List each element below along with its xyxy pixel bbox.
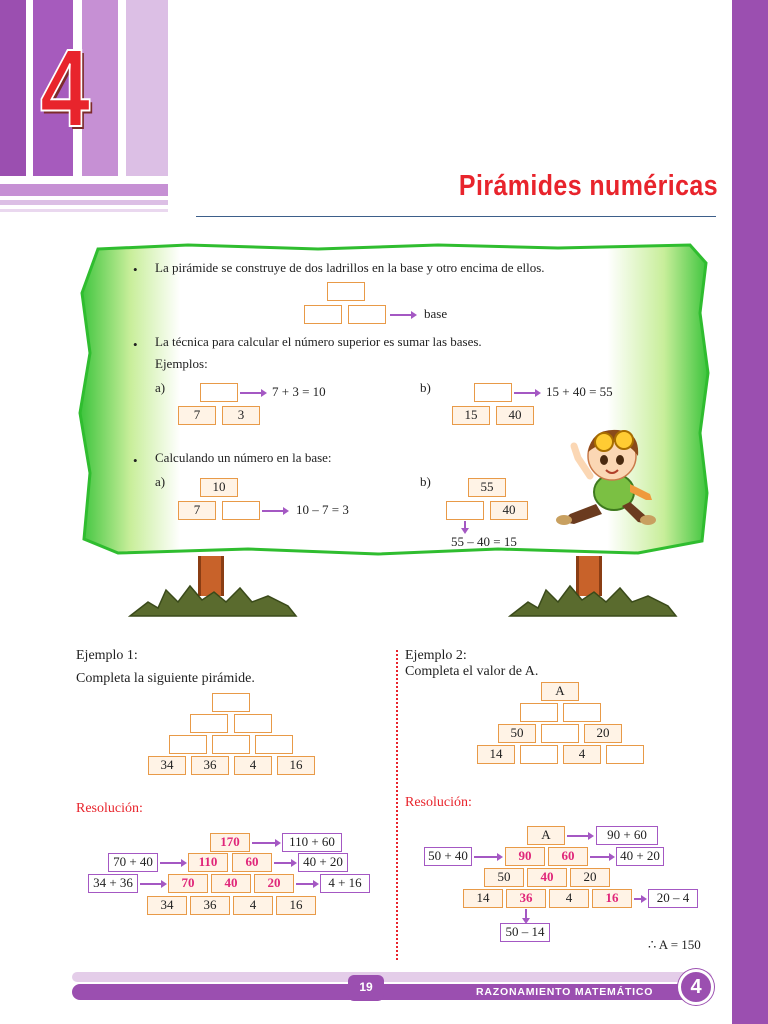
ex1-brick-r3-1 bbox=[169, 735, 207, 754]
ex2-arrow-right2 bbox=[590, 856, 612, 858]
ex1-res-r2-1: 110 bbox=[188, 853, 228, 872]
ex2-res-r2-1: 90 bbox=[505, 847, 545, 866]
ex2-arrow-left2 bbox=[474, 856, 500, 858]
ex1-arrow-right3 bbox=[296, 883, 316, 885]
page-number: 19 bbox=[348, 975, 384, 1001]
ex1-op-left3: 34 + 36 bbox=[88, 874, 138, 893]
bullet-2-marker: • bbox=[133, 337, 138, 352]
example-2-resolution-label: Resolución: bbox=[405, 795, 472, 810]
ex1-arrow-left3 bbox=[140, 883, 164, 885]
ex1-op-right3: 4 + 16 bbox=[320, 874, 370, 893]
example-b-label: b) bbox=[420, 380, 431, 395]
title-underline bbox=[196, 216, 716, 217]
ex2-answer: ∴ A = 150 bbox=[648, 937, 701, 952]
calc-a-base-left: 7 bbox=[178, 501, 216, 520]
ex1-base-3: 4 bbox=[234, 756, 272, 775]
brick-top-empty bbox=[327, 282, 365, 301]
ex1-op-top: 110 + 60 bbox=[282, 833, 342, 852]
example-b-base-right: 40 bbox=[496, 406, 534, 425]
ex2-r3-3: 20 bbox=[584, 724, 622, 743]
ex2-arrow-right4 bbox=[634, 898, 644, 900]
ex2-res-r2-2: 60 bbox=[548, 847, 588, 866]
ex1-res-r3-3: 20 bbox=[254, 874, 294, 893]
example-2-title: Ejemplo 2: bbox=[405, 648, 467, 663]
ex1-res-base-4: 16 bbox=[276, 896, 316, 915]
footer-band-light bbox=[72, 972, 712, 982]
ex1-brick-r1 bbox=[212, 693, 250, 712]
ex2-res-base-1: 14 bbox=[463, 889, 503, 908]
ex2-res-top: A bbox=[527, 826, 565, 845]
base-label: base bbox=[424, 306, 448, 321]
calc-a-arrow bbox=[262, 510, 286, 512]
ex2-op-top: 90 + 60 bbox=[596, 826, 658, 845]
example-b-top-brick bbox=[474, 383, 512, 402]
brick-base-right-empty bbox=[348, 305, 386, 324]
example-b-result: 15 + 40 = 55 bbox=[546, 384, 613, 399]
ex1-base-1: 34 bbox=[148, 756, 186, 775]
ex1-op-left2: 70 + 40 bbox=[108, 853, 158, 872]
bullet-1-text: La pirámide se construye de dos ladrillos en la base y otro encima de ellos. bbox=[155, 260, 545, 275]
ex2-brick-r2-1 bbox=[520, 703, 558, 722]
ex2-res-base-4: 16 bbox=[592, 889, 632, 908]
bullet-2-text: La técnica para calcular el número superior es sumar las bases. bbox=[155, 334, 482, 349]
ex1-res-top: 170 bbox=[210, 833, 250, 852]
ex1-op-right2: 40 + 20 bbox=[298, 853, 348, 872]
ex2-base-4 bbox=[606, 745, 644, 764]
chapter-number: 4 bbox=[40, 27, 91, 150]
grass-left bbox=[128, 572, 298, 622]
ex1-brick-r2-2 bbox=[234, 714, 272, 733]
ex2-res-r3-3: 20 bbox=[570, 868, 610, 887]
cartoon-boy-illustration bbox=[552, 418, 664, 530]
footer-subject: RAZONAMIENTO MATEMÁTICO bbox=[476, 986, 654, 998]
ex2-base-2 bbox=[520, 745, 558, 764]
calc-b-label: b) bbox=[420, 474, 431, 489]
example-b-base-left: 15 bbox=[452, 406, 490, 425]
ex1-arrow-right2 bbox=[274, 862, 294, 864]
ex1-res-base-1: 34 bbox=[147, 896, 187, 915]
brick-base-left-empty bbox=[304, 305, 342, 324]
page-title: Pirámides numéricas bbox=[458, 170, 718, 202]
example-1-instruction: Completa la siguiente pirámide. bbox=[76, 671, 255, 686]
example-a-arrow bbox=[240, 392, 264, 394]
calc-b-top-brick: 55 bbox=[468, 478, 506, 497]
ex2-res-r3-1: 50 bbox=[484, 868, 524, 887]
ex1-res-r2-2: 60 bbox=[232, 853, 272, 872]
ex2-base-1: 14 bbox=[477, 745, 515, 764]
ex1-base-4: 16 bbox=[277, 756, 315, 775]
examples-label: Ejemplos: bbox=[155, 356, 208, 371]
calc-b-result: 55 – 40 = 15 bbox=[451, 534, 517, 549]
example-b-arrow bbox=[514, 392, 538, 394]
calc-b-base-right: 40 bbox=[490, 501, 528, 520]
ex1-arrow-top bbox=[252, 842, 278, 844]
example-a-base-right: 3 bbox=[222, 406, 260, 425]
example-2-instruction: Completa el valor de A. bbox=[405, 664, 539, 679]
ex1-arrow-left2 bbox=[160, 862, 184, 864]
ex1-brick-r2-1 bbox=[190, 714, 228, 733]
ex1-base-2: 36 bbox=[191, 756, 229, 775]
ex1-res-r3-2: 40 bbox=[211, 874, 251, 893]
ex2-arrow-down bbox=[525, 909, 527, 921]
calc-a-base-right-empty bbox=[222, 501, 260, 520]
ex2-brick-r2-2 bbox=[563, 703, 601, 722]
calc-a-top-brick: 10 bbox=[200, 478, 238, 497]
right-margin-bar bbox=[732, 0, 768, 1024]
example-a-result: 7 + 3 = 10 bbox=[272, 384, 326, 399]
example-a-label: a) bbox=[155, 380, 166, 395]
ex2-op-left2: 50 + 40 bbox=[424, 847, 472, 866]
bullet-1-marker: • bbox=[133, 262, 138, 277]
ex2-res-r3-2: 40 bbox=[527, 868, 567, 887]
ex2-r3-2 bbox=[541, 724, 579, 743]
grass-right bbox=[508, 572, 678, 622]
ex2-res-base-3: 4 bbox=[549, 889, 589, 908]
ex2-r3-1: 50 bbox=[498, 724, 536, 743]
ex2-op-below: 50 – 14 bbox=[500, 923, 550, 942]
ex1-res-base-2: 36 bbox=[190, 896, 230, 915]
calc-a-result: 10 – 7 = 3 bbox=[296, 502, 349, 517]
example-a-top-brick bbox=[200, 383, 238, 402]
example-a-base-left: 7 bbox=[178, 406, 216, 425]
arrow-to-base-label bbox=[390, 314, 414, 316]
ex1-res-base-3: 4 bbox=[233, 896, 273, 915]
example-1-resolution-label: Resolución: bbox=[76, 801, 143, 816]
ex1-brick-r3-3 bbox=[255, 735, 293, 754]
bullet-3-marker: • bbox=[133, 453, 138, 468]
ex2-base-3: 4 bbox=[563, 745, 601, 764]
calc-b-arrow-down bbox=[464, 521, 466, 531]
ex2-arrow-top bbox=[567, 835, 591, 837]
ex2-op-right2: 40 + 20 bbox=[616, 847, 664, 866]
bullet-3-text: Calculando un número en la base: bbox=[155, 450, 332, 465]
ex2-op-right4: 20 – 4 bbox=[648, 889, 698, 908]
calc-b-base-left-empty bbox=[446, 501, 484, 520]
calc-a-label: a) bbox=[155, 474, 166, 489]
ex2-top: A bbox=[541, 682, 579, 701]
ex1-res-r3-1: 70 bbox=[168, 874, 208, 893]
footer-chapter-badge: 4 bbox=[678, 969, 714, 1005]
column-divider bbox=[396, 650, 398, 960]
ex1-brick-r3-2 bbox=[212, 735, 250, 754]
ex2-res-base-2: 36 bbox=[506, 889, 546, 908]
example-1-title: Ejemplo 1: bbox=[76, 648, 138, 663]
